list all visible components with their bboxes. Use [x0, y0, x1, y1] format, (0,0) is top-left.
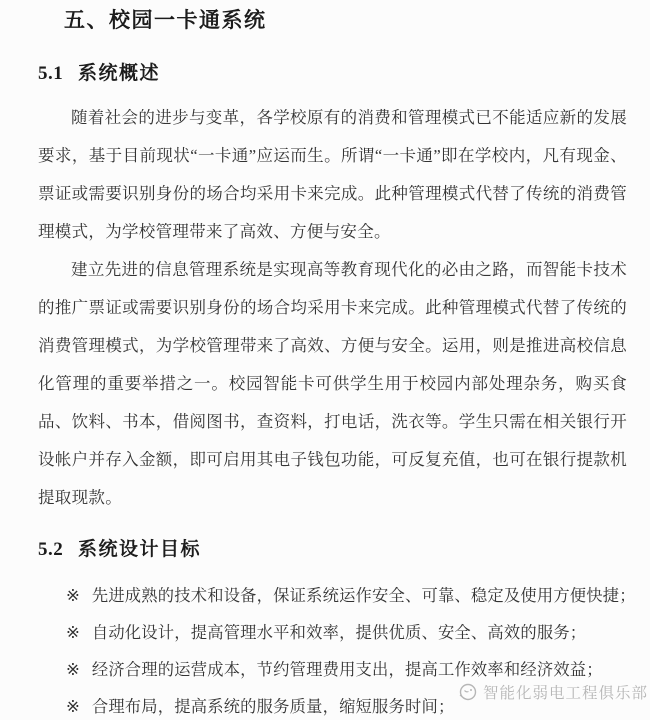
paragraph: 建立先进的信息管理系统是实现高等教育现代化的必由之路，而智能卡技术的推广票证或需要识别身份的场合均采用卡来完成。此种管理模式代替了传统的消费管理模式，为学校管理带来了高效、方便与安全。运用，则是推进高校信息化管理的重要举措之一。校园智能卡可供学生用于校园内部处理杂务，购买食品、饮料、书本，借阅图书，查资料，打电话，洗衣等。学生只需在相关银行开设帐户并存入金额，即可启用其电子钱包功能，可反复充值，也可在银行提款机提取现款。 — [38, 260, 627, 507]
section-5-2-heading — [38, 534, 201, 561]
list-item — [66, 660, 626, 680]
list-item — [66, 623, 626, 643]
bullet-marker: ※ — [66, 660, 80, 679]
section-number: 5.2 — [38, 539, 64, 560]
paragraph: 随着社会的进步与变革，各学校原有的消费和管理模式已不能适应新的发展要求，基于目前现状“一卡通”应运而生。所谓“一卡通”即在学校内，凡有现金、票证或需要识别身份的场合均采用卡来完成。此种管理模式代替了传统的消费管理模式，为学校管理带来了高效、方便与安全。 — [38, 108, 627, 241]
bullet-marker: ※ — [66, 623, 80, 642]
bullet-marker: ※ — [66, 697, 80, 716]
list-item-text: 自动化设计，提高管理水平和效率，提供优质、安全、高效的服务； — [91, 623, 587, 642]
section-title: 系统概述 — [78, 63, 161, 84]
bullet-marker: ※ — [66, 586, 80, 605]
list-item-text: 经济合理的运营成本，节约管理费用支出，提高工作效率和经济效益； — [91, 660, 603, 679]
section-5-1-body — [38, 99, 627, 517]
section-title: 系统设计目标 — [78, 539, 202, 560]
list-item-text: 合理布局，提高系统的服务质量，缩短服务时间； — [91, 697, 455, 716]
list-item — [66, 586, 636, 606]
list-item-text: 先进成熟的技术和设备，保证系统运作安全、可靠、稳定及使用方便快捷； — [91, 586, 636, 605]
chapter-title: 五、校园一卡通系统 — [64, 9, 267, 32]
watermark — [458, 681, 648, 703]
section-5-1-heading — [38, 58, 160, 85]
section-number: 5.1 — [38, 63, 64, 84]
watermark-text: 智能化弱电工程俱乐部 — [482, 685, 648, 702]
smiley-logo-icon — [458, 682, 478, 702]
